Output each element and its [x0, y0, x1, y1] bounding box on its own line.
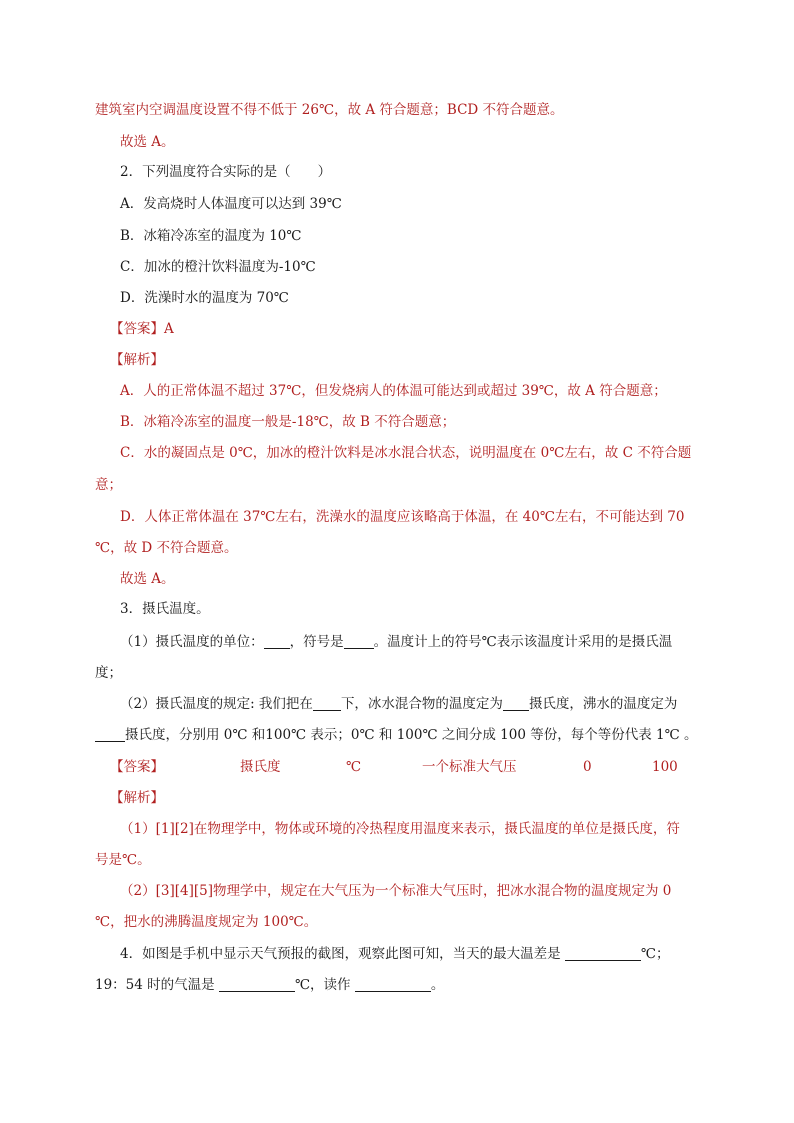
q3-blank-3[interactable]: [313, 696, 341, 711]
q2-analysis-label: 【解析】: [110, 352, 164, 368]
q3-part1-cont: 度；: [95, 665, 122, 681]
q2-option-a: A．发高烧时人体温度可以达到 39℃: [120, 196, 342, 212]
q3-part1: （1）摄氏温度的单位： ，符号是 。温度计上的符号℃表示该温度计采用的是摄氏温: [120, 634, 673, 650]
q3-answer-1: 摄氏度: [240, 759, 281, 775]
q2-stem: 2．下列温度符合实际的是（ ）: [120, 164, 332, 180]
q3-part2: （2）摄氏温度的规定: 我们把在 下，冰水混合物的温度定为 摄氏度，沸水的温度定为: [120, 696, 678, 712]
q3-analysis-1-cont: 号是℃。: [95, 852, 151, 868]
q3-stem: 3．摄氏温度。: [120, 601, 210, 617]
q2-option-b: B．冰箱冷冻室的温度为 10℃: [120, 228, 302, 244]
q3-analysis-2: （2）[3][4][5]物理学中，规定在大气压为一个标准大气压时，把冰水混合物的温度规定为 0: [120, 883, 672, 899]
q2-analysis-a: A．人的正常体温不超过 37℃，但发烧病人的体温可能达到或超过 39℃，故 A 符合题意；: [120, 383, 667, 399]
q2-analysis-b: B．冰箱冷冻室的温度一般是-18℃，故 B 不符合题意；: [120, 414, 456, 430]
q4-stem-cont: 19：54 时的气温是 ℃，读作 。: [95, 977, 445, 993]
q3-analysis-1: （1）[1][2]在物理学中，物体或环境的冷热程度用温度来表示，摄氏温度的单位是摄氏度，符: [120, 821, 680, 837]
q1-choose: 故选 A。: [120, 134, 175, 150]
q3-answer-4: 0: [583, 759, 592, 775]
q2-choose: 故选 A。: [120, 571, 175, 587]
q4-blank-3[interactable]: [355, 977, 431, 992]
q2-option-d: D．洗澡时水的温度为 70℃: [120, 290, 289, 306]
q4-blank-2[interactable]: [219, 977, 295, 992]
q3-part2-cont: 摄氏度，分别用 0℃ 和100℃ 表示；0℃ 和 100℃ 之间分成 100 等份，每个等份代表 1℃ 。: [95, 726, 698, 744]
q3-blank-4[interactable]: [503, 696, 529, 711]
q2-option-c: C．加冰的橙汁饮料温度为-10℃: [120, 259, 316, 275]
q3-answer-2: ℃: [346, 759, 362, 775]
q3-answer-label: 【答案】: [110, 759, 164, 775]
q2-answer: 【答案】A: [110, 321, 174, 337]
q3-answer-row: [0, 758, 794, 776]
q3-blank-1[interactable]: [264, 634, 290, 649]
q3-blank-5[interactable]: [95, 727, 125, 742]
q2-analysis-c: C．水的凝固点是 0℃，加冰的橙汁饮料是冰水混合状态，说明温度在 0℃左右，故 C 不符合题: [120, 445, 692, 461]
q4-blank-1[interactable]: [565, 946, 641, 961]
q2-analysis-d-cont: ℃，故 D 不符合题意。: [95, 540, 238, 556]
q2-analysis-d: D．人体正常体温在 37℃左右，洗澡水的温度应该略高于体温，在 40℃左右，不可能达到 70: [120, 509, 685, 525]
q2-analysis-c-cont: 意；: [95, 477, 122, 493]
q3-answer-3: 一个标准大气压: [422, 759, 517, 775]
q3-blank-2[interactable]: [344, 634, 374, 649]
q4-stem: 4．如图是手机中显示天气预报的截图，观察此图可知，当天的最大温差是 ℃；: [120, 946, 670, 962]
q1-analysis-line: 建筑室内空调温度设置不得不低于 26℃，故 A 符合题意；BCD 不符合题意。: [95, 102, 564, 118]
q3-analysis-label: 【解析】: [110, 790, 164, 806]
q3-answer-5: 100: [652, 759, 678, 775]
q3-analysis-2-cont: ℃，把水的沸腾温度规定为 100℃。: [95, 914, 318, 930]
